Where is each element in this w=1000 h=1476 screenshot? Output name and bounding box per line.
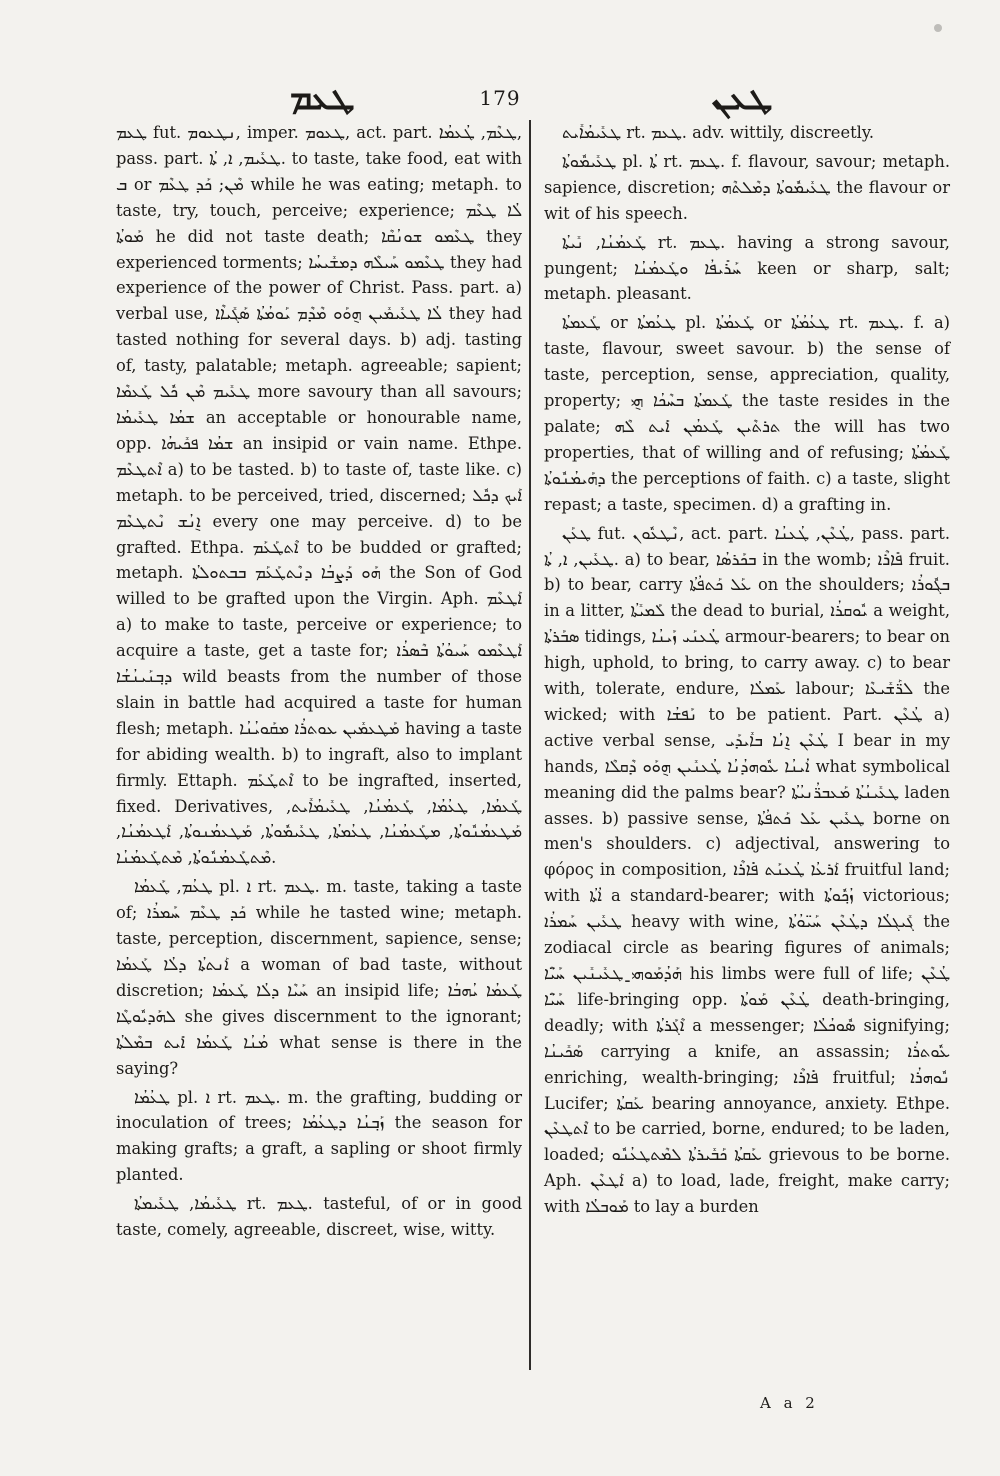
left-column xyxy=(116,120,522,1246)
dictionary-entry: ܛܰܥܡܳܢܳܐ, ܢܺܝܬܳܐ rt. ܛܥܡ. having a strong savour, pungent; ܚܰܪܺܝܦܳܐ ܘܛܰܥܡܳܢܳܐ keen or sharp, salt; metaph. pleasant. xyxy=(544,232,951,304)
dictionary-entry: ܛܥܳܡܳܐ pl. ܐ rt. ܛܥܡ. m. the grafting, budding or inoculation of trees; ܙܰܒ݂ܢܳܐ ܕܛܥܳܡܳܐ the season for making grafts; a graft, a sapling or shoot firmly planted. xyxy=(116,1087,522,1185)
dictionary-entry: ܛܥܡ fut. ܢܛܥܘܡ, imper. ܛܥܘܡ, act. part. ܛܥܶܡ, ܛܳܥܡܳܐ, pass. part. ܛܥܺܝܡ, ܐ, ܬܳܐ. to taste, take food, eat with ܒ or ܡܶܢ; ܟܰܕ ܛܥܶܡ while he was eating; metaph. to taste, try, touch, perceive; experience; ܠܳܐ ܛܥܶܡ ܡܰܘܬܳܐ he did not taste death; ܛܥܶܡܘ ܫܘܢܳܩܶܐ they experienced torments; ܛܥܶܡܘ ܚܰܝܠܶܗ ܕܡܫܺܝܚܳܐ they had experience of the power of Christ. Pass. part. a) verbal use, ܠܳܐ ܛܥܺܝܡܺܝܢ ܗ݈ܘܰܘ ܡܶܕܶܡ ܝܰܘܡܳܬܳܐ ܣܰܓܺܝܐܶܐ they had tasted nothing for several days. b) adj. tasting of, tasty, palatable; metaph. agreeable; sapient; ܛܥܺܝܡ ܡܶܢ ܟܽܠ ܛܰܥܡܶܐ more savoury than all savours; ܫܡܳܐ ܛܥܺܝܡܳܐ an acceptable or honourable name, opp. ܫܡܳܐ ܦܟܺܝܗܳܐ an insipid or vain name. Ethpe. ܐܶܬܛܥܶܡ a) to be tasted. b) to taste of, taste like. c) metaph. to be perceived, tried, discerned; ܐܰܝܟ ܕܟܽܠ ܐ݈ܢܳܫ ܢܶܬܛܥܶܡ every one may perceive. d) to be grafted. Ethpa. ܐܶܬܛܰܥܰܡ to be budded or grafted; metaph. ܗܰܘ ܕܰܨܒܳܐ ܕܢܶܬܛܰܥܰܡ ܒܒܬܘܠܬܳܐ the Son of God willed to be grafted upon the Virgin. Aph. ܐܰܛܥܶܡ a) to make to taste, perceive or experience; to acquire a taste, get a taste for; ܐܰܛܥܶܡܘ ܚܰܝܘܳܬܳܐ ܒܶܣܪܳܐ ܕܒ݂ܢܰܝܢܳܫܳܐ wild beasts from the number of those slain in battle had acquired a taste for human flesh; metaph. ܡܰܛܥܡܺܝܢ ܥܘܬܪܳܐ ܡܩܰܘܝܳܢܳܐ having a taste for abiding wealth. b) to ingraft, also to implant firmly. Ettaph. ܐܶܬܛܰܥܰܡ to be ingrafted, inserted, fixed. Derivatives, ܛܰܥܡܳܐ, ܛܥܳܡܳܐ, ܛܰܥܡܳܢܳܐ, ܛܥܺܝܡܳܐܺܝܬ, ܡܰܛܥܡܳܢܽܘܬܳܐ, ܡܛܰܥܡܳܢܳܐ, ܛܥܳܡܬܳܐ, ܛܥܺܝܡܽܘܬܳܐ, ܡܰܛܥܡܳܢܘܬܳܐ, ܐܰܛܥܡܳܢܳܐ, ܡܶܬܛܰܥܡܳܢܽܘܬܳܐ, ܡܶܬܛܰܥܡܳܢܳܐ. xyxy=(116,123,523,868)
page-number: 179 xyxy=(479,86,521,110)
dictionary-entry: ܛܥܺܝܡܽܘܬܳܐ pl. ܬܳܐ rt. ܛܥܡ. f. flavour, savour; metaph. sapience, discretion; ܛܥܺܝܡܽܘܬܳܐ ܕܡܶܠܬܶܗ the flavour or wit of his speech. xyxy=(544,151,950,223)
dictionary-entry: ܛܰܥܡܬܳܐ or ܛܥܳܡܬܳܐ pl. ܛܰܥܡܳܬܳܐ or ܛܥܳܡܳܬܳܐ rt. ܛܥܡ. f. a) taste, flavour, sweet savour. b) the sense of taste, perception, sense, appreciation, quality, property; ܛܰܥܡܬܳܐ ܒܚܶܟܳܐ ܗ݈ܝ the taste resides in the palate; ܬܪܬܶܝܢ ܛܰܥܡܳܢ ܐܺܝܬ ܠܶܗ the will has two properties, that of willing and of refusing; ܛܰܥܡܳܬܳܐ ܕܗܰܝܡܳܢܽܘܬܳܐ the perceptions of faith. c) a taste, slight repast; a taste, specimen. d) a grafting in. xyxy=(544,313,951,514)
dictionary-entry: ܛܥܺܝܡܳܐܺܝܬ rt. ܛܥܡ. adv. wittily, discreetly. xyxy=(562,123,875,142)
left-running-headword: ܛܥܡ xyxy=(290,78,355,118)
column-divider xyxy=(529,120,531,1370)
right-running-headword: ܛܥܢ xyxy=(712,78,773,118)
dictionary-entry: ܛܥܰܢ fut. ܢܶܛܥܽܘܢ, act. part. ܛܳܥܶܢ, ܛܳܥܢܳܐ, pass. part. ܛܥܺܝܢ, ܐ, ܬܳܐ. a) to bear, ܒܟܰܪܣܳܐ in the womb; ܦܺܐܪܶܐ fruit. b) to bear, carry ܥܰܠ ܟܰܬܦܳܬܳܐ on the shoulders; ܒܓܽܘܪܳܐ in a litter, ܠܰܡܝܺܬܳܐ the dead to burial, ܝܽܘܩܪܳܐ a weight, ܣܒܰܪܬܳܐ tidings, ܛܳܥܢܰܝ ܙܰܝܢܳܐ armour-bearers; to bear on high, uphold, to bring, to carry away. c) to bear with, tolerate, endure, ܥܰܡܠܳܐ labour; ܠܪ̈ܰܫܺܝܥܶܐ the wicked; with ܢܰܦܫܳܐ to be patient. Part. ܛܳܥܶܢ a) active verbal sense, ܛܳܥܶܢ ܐ݈ܢܳܐ ܒܐܺܝܕܰܝ I bear in my hands, ܐܳܝܢܳܐ ܥܽܘܗܕܳܢܳܐ ܛܳܥܢܺܝܢ ܗ݈ܘܰܘ ܕܶܩܠܶܐ what symbolical meaning did the palms bear? ܛܥܺܝܢܳܬܳܐ ܡܰܥܒܪ̈ܳܢܝܳܬܳܐ laden asses. b) passive sense, ܛܥܺܝܢ ܥܰܠ ܟܰܬܦܳܬܳܐ borne on men's shoulders. c) adjectival, answering to φόρος in composition, ܐܰܪܥܳܐ ܛܳܥܢܰܬ ܦܺܐܪܶܐ fruitful land; with ܐܳܬܳܐ a standard-bearer; with ܙܳܟ݂ܽܘܬܳܐ victorious; ܛܥܺܝܢ ܚܰܡܪܳܐ heavy with wine, ܓܺܝܓܠܳܐ ܕܛܳܥܶܢ ܚܰܝ̈ܘܳܬܳܐ the zodiacal circle as bearing figures of animals; ܗܰܕܳܡܰܘܗ̱ܝ ܛܥܺܝܢܺܝܢ ܚܰܝ̈ܶܐ his limbs were full of life; ܛܳܥܶܢ ܚܰܝ̈ܶܐ life-bringing opp. ܛܳܥܶܢ ܡܰܘܬܳܐ death-bringing, deadly; with ܐܶܓܰܪܬܳܐ a messenger; ܣܽܘܟܳܠܳܐ signifying; ܣܰܟܺܝܢܳܐ carrying a knife, an assassin; ܥܽܘܬܪܳܐ enriching, wealth-bringing; ܦܺܐܪܶܐ fruitful; ܢܽܘܗܪܳܐ Lucifer; ܥܰܩܬܳܐ bearing annoyance, anxiety. Ethpe. ܐܶܬܛܥܶܢ to be carried, borne, endured; to be laden, loaded; ܥܰܩܬܳܐ ܟܰܒܺܝܪܬܳܐ ܠܡܶܬܛܥܳܢܽܘ grievous to be borne. Aph. ܐܰܛܥܶܢ a) to load, lade, freight, make carry; with ܡܰܘܒܠܳܐ to lay a burden xyxy=(544,523,951,1217)
right-column xyxy=(544,120,950,1223)
signature-mark: A a 2 xyxy=(760,1394,819,1412)
dictionary-entry: ܛܥܺܝܡܳܐ, ܛܥܺܝܡܬܳܐ rt. ܛܥܡ. tasteful, of or in good taste, comely, agreeable, discreet, wise, witty. xyxy=(116,1194,522,1240)
scan-mark xyxy=(934,24,942,32)
dictionary-entry: ܛܥܳܡ, ܛܰܥܡܳܐ pl. ܐ rt. ܛܥܡ. m. taste, taking a taste of; ܟܰܕ ܛܥܶܡ ܚܰܡܪܳܐ while he tasted wine; metaph. taste, perception, discernment, sapience, sense; ܐܰܢܬܬܳܐ ܕܠܳܐ ܛܰܥܡܳܐ a woman of bad taste, without discretion; ܚܰܝܶܐ ܕܠܳܐ ܛܰܥܡܳܐ an insipid life; ܛܰܥܡܳܐ ܝܳܗܒܳܐ ܠܗܰܕܝܽܘܛܶܐ she gives discernment to the ignorant; ܡܳܢܳܐ ܛܰܥܡܳܐ ܐܺܝܬ ܒܡܶܠܬܳܐ what sense is there in the saying? xyxy=(116,877,523,1078)
page-header xyxy=(0,78,1000,118)
